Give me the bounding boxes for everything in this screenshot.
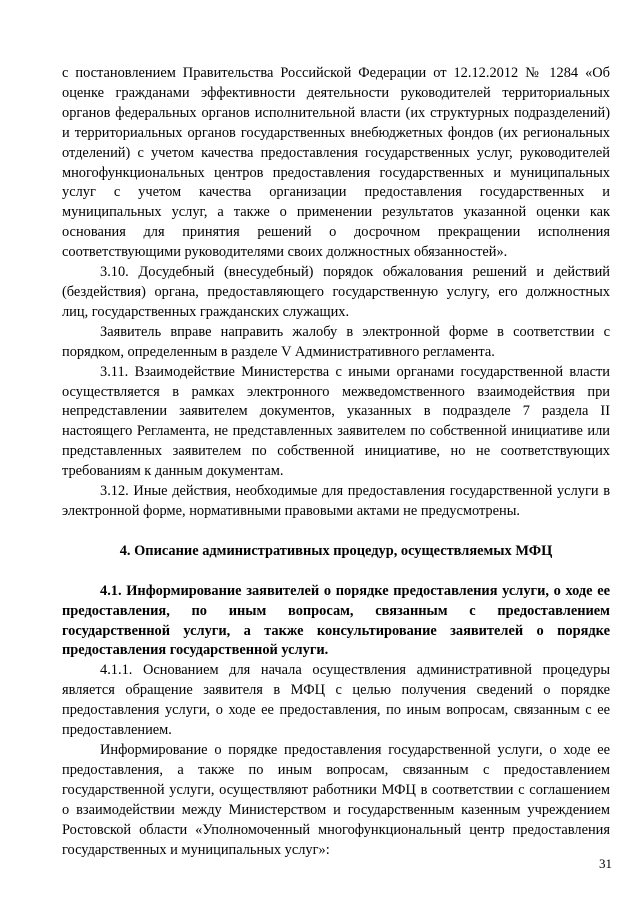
spacer (62, 562, 610, 582)
paragraph-informing: Информирование о порядке предоставления государственной услуги, о ходе ее предоставления, а также по иным вопросам, связанным с предоставлением государственной услуги, осуществляют работники МФЦ в соответствии с соглашением о взаимодействии между Министерством и государственным казенным учреждением Ростовской области «Уполномоченный многофункциональный центр предоставления государственных и муниципальных услуг»: (62, 742, 610, 858)
page-number: 31 (599, 856, 612, 871)
section-heading: 4. Описание административных процедур, осуществляемых МФЦ (119, 542, 553, 559)
paragraph-3-11: 3.11. Взаимодействие Министерства с иными органами государственной власти осуществляется в рамках электронного межведомственного взаимодействия при непредставлении заявителем документов, указанных в подразделе 7 раздела II настоящего Регламента, не представленных заявителем по собственной инициативе или представленных заявителем по собственной инициативе, но не соответствующих требованиям к данным документам. (62, 363, 610, 480)
paragraph-4-1-1: 4.1.1. Основанием для начала осуществления административной процедуры является обращение заявителя в МФЦ с целью получения сведений о порядке предоставления услуги, о ходе ее предоставления, по иным вопросам, связанным с ее предоставлением. (62, 662, 610, 739)
paragraph-complaint: Заявитель вправе направить жалобу в электронной форме в соответствии с порядком, определенным в разделе V Административного регламента. (62, 323, 610, 360)
subsection-heading-4-1: 4.1. Информирование заявителей о порядке предоставления услуги, о ходе ее предоставления, по иным вопросам, связанным с предоставлением государственной услуги, а также консультирование заявителей о порядке предоставления государственной услуги. (62, 582, 610, 659)
paragraph-3-10: 3.10. Досудебный (внесудебный) порядок обжалования решений и действий (бездействия) органа, предоставляющего государственную услугу, его должностных лиц, государственных гражданских служащих. (62, 264, 610, 320)
paragraph-3-12: 3.12. Иные действия, необходимые для предоставления государственной услуги в электронной форме, нормативными правовыми актами не предусмотрены. (62, 483, 610, 519)
spacer (62, 522, 610, 542)
paragraph-decree-reference: с постановлением Правительства Российской Федерации от 12.12.2012 № 1284 «Об оценке гражданами эффективности деятельности руководителей территориальных органов федеральных органов исполнительной власти (их структурных подразделений) и территориальных органов государственных внебюджетных фондов (их региональных отделений) с учетом качества предоставления государственных услуг, руководителей многофункциональных центров предоставления государственных и муниципальных услуг с учетом качества организации предоставления государственных и муниципальных услуг, а также о применении результатов указанной оценки как основания для принятия решений о досрочном прекращении исполнения соответствующими руководителями своих должностных обязанностей». (62, 65, 610, 261)
